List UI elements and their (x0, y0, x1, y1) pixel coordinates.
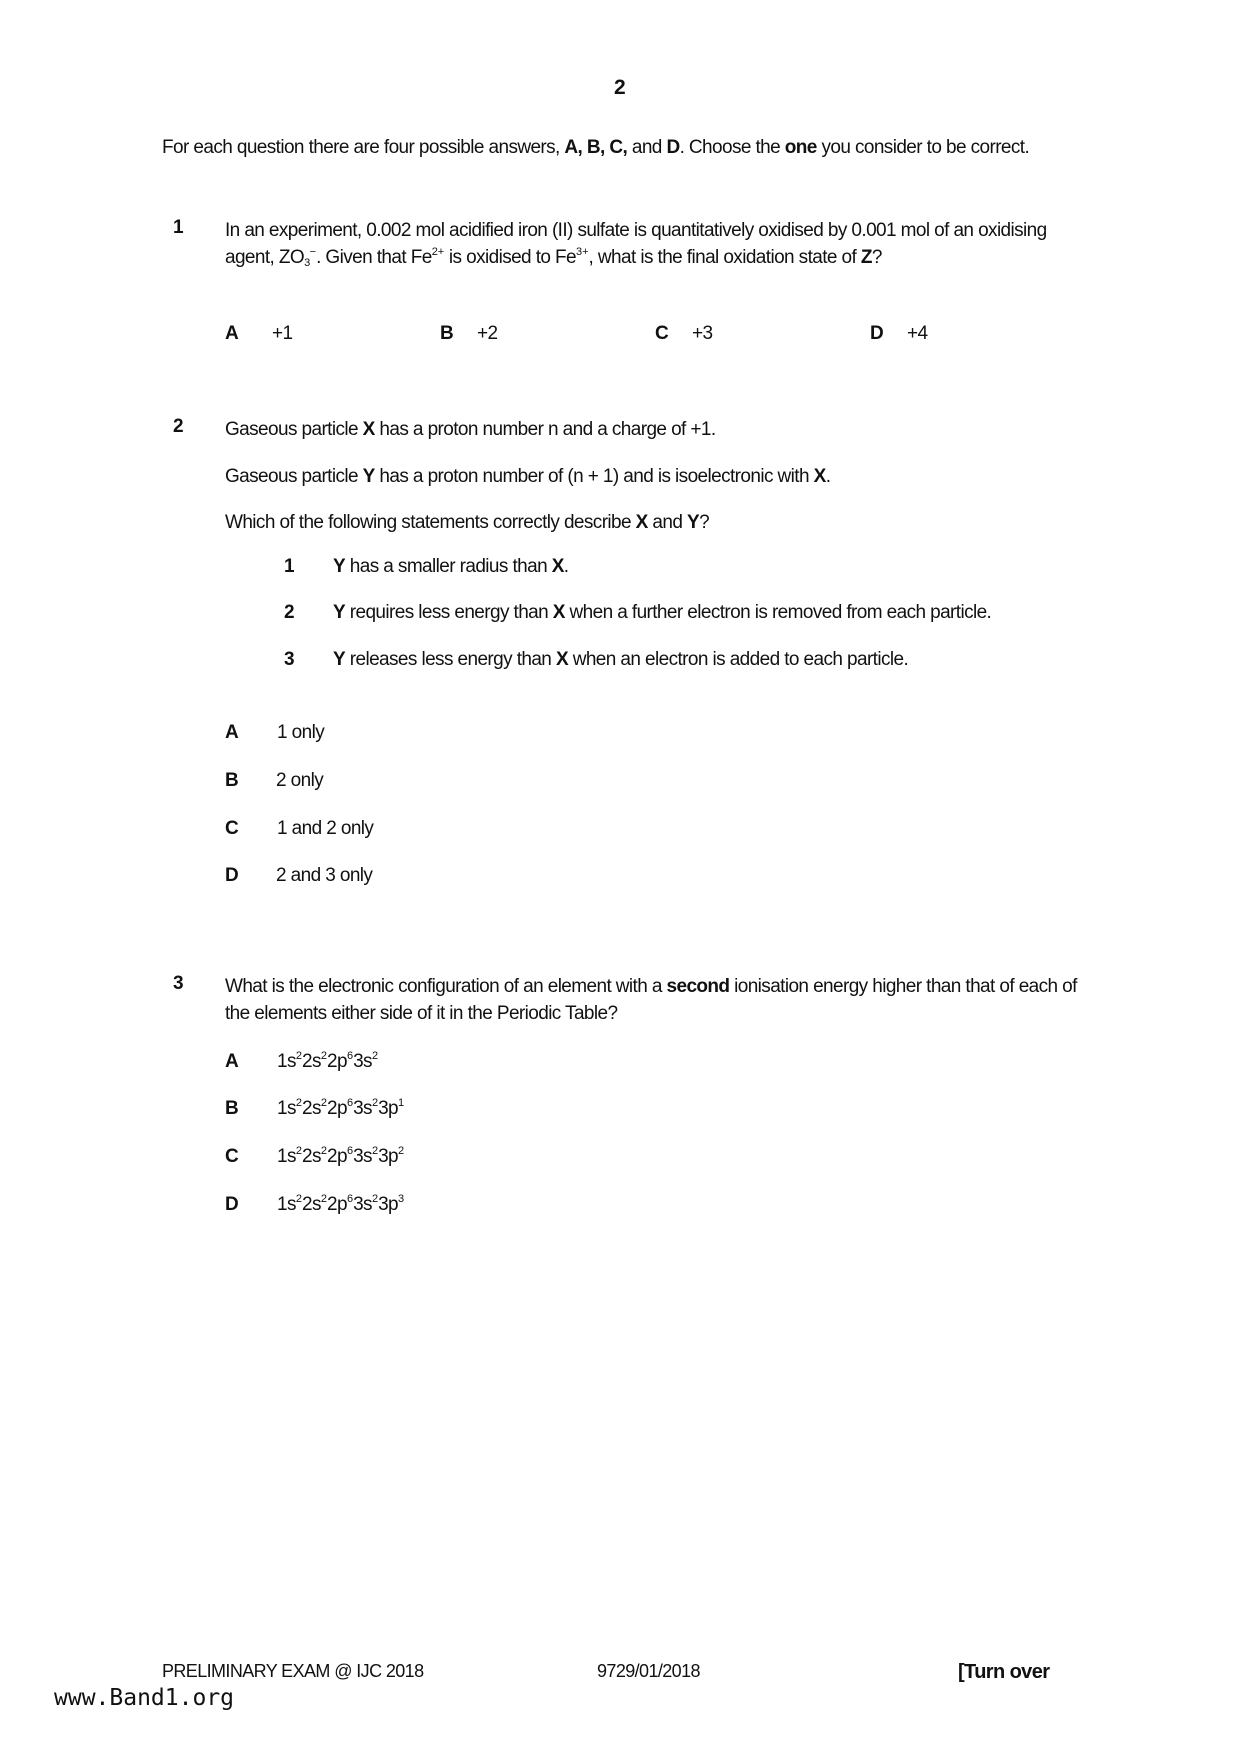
q1-option-letter[interactable]: C (655, 323, 669, 344)
q2-option-letter[interactable]: A (225, 722, 239, 743)
q3-option-config[interactable] (277, 1146, 404, 1168)
orbital: 2s (302, 1098, 321, 1119)
electron-count: 2 (320, 1193, 327, 1205)
orbital: 3p (378, 1194, 398, 1215)
q2-option-value[interactable]: 1 only (277, 722, 325, 743)
orbital: 1s (277, 1098, 296, 1119)
q1-text-part: , what is the final oxidation state of (588, 247, 861, 268)
q2-text: . (825, 466, 831, 487)
q1-subscript: 3 (304, 257, 310, 269)
fe2-charge: 2+ (431, 246, 445, 258)
q1-text-part: ? (871, 247, 882, 268)
electron-count: 2 (371, 1193, 379, 1205)
electron-count: 2 (371, 1097, 379, 1109)
q2-text: Gaseous particle (225, 419, 363, 440)
q1-option-value[interactable]: +2 (477, 323, 498, 344)
q1-option-letter[interactable]: A (225, 323, 239, 344)
question-1-number: 1 (173, 217, 183, 238)
statement-part: has a smaller radius than (345, 556, 552, 577)
q3-option-config[interactable] (277, 1194, 404, 1216)
statement-part: when a further electron is removed from each particle. (564, 602, 992, 623)
q3-option-config[interactable] (277, 1098, 404, 1120)
electron-count: 3 (398, 1193, 405, 1205)
electron-count: 2 (398, 1145, 405, 1157)
electron-count: 2 (320, 1097, 327, 1109)
q1-superscript: − (309, 246, 317, 258)
instructions-emphasis: one (784, 137, 817, 158)
instructions-text: For each question there are four possible answers, (162, 137, 565, 158)
electron-count: 6 (346, 1050, 354, 1062)
q1-text-part: In an experiment, 0.002 mol acidified iron (II) sulfate is quantitatively oxidised by 0.001 mol of an oxidising agent, ZO (225, 220, 1047, 268)
q2-text: ? (699, 512, 710, 533)
q3-option-letter[interactable]: A (225, 1051, 239, 1072)
particle-y: Y (687, 512, 700, 533)
orbital: 3p (378, 1146, 398, 1167)
particle-y: Y (333, 556, 346, 577)
q2-option-letter[interactable]: B (225, 770, 239, 791)
statement-number: 2 (284, 602, 294, 623)
q1-text-part: . Given that Fe (316, 247, 432, 268)
orbital: 2p (327, 1051, 347, 1072)
statement-part: . (563, 556, 569, 577)
q2-text: Which of the following statements correctly describe (225, 512, 636, 533)
orbital: 2p (327, 1098, 347, 1119)
question-2-line-2 (225, 463, 1105, 490)
instructions-text: and (627, 137, 667, 158)
statement-number: 1 (284, 556, 294, 577)
orbital: 3s (353, 1146, 372, 1167)
q2-text: and (647, 512, 688, 533)
statement-number: 3 (284, 649, 294, 670)
particle-x: X (635, 512, 648, 533)
orbital: 2p (327, 1194, 347, 1215)
electron-count: 2 (295, 1050, 302, 1062)
electron-count: 2 (320, 1050, 327, 1062)
orbital: 2s (302, 1146, 321, 1167)
electron-count: 2 (295, 1193, 302, 1205)
q3-text: What is the electronic configuration of an element with a (225, 976, 667, 997)
q2-text: has a proton number n and a charge of +1. (374, 419, 716, 440)
orbital: 3s (353, 1051, 372, 1072)
particle-y: Y (362, 466, 375, 487)
statement-part: when an electron is added to each particle. (568, 649, 909, 670)
instructions-letters: A, B, C, (564, 137, 628, 158)
q2-option-letter[interactable]: D (225, 865, 239, 886)
electron-count: 2 (371, 1145, 379, 1157)
footer-paper-code: 9729/01/2018 (597, 1661, 700, 1681)
fe3-charge: 3+ (576, 246, 589, 258)
q1-option-value[interactable]: +1 (272, 323, 293, 344)
q2-text: Gaseous particle (225, 466, 363, 487)
particle-y: Y (333, 602, 346, 623)
page-number: 2 (613, 76, 626, 99)
electron-count: 2 (320, 1145, 327, 1157)
footer-exam-name: PRELIMINARY EXAM @ IJC 2018 (162, 1661, 424, 1681)
q2-option-value[interactable]: 2 and 3 only (276, 865, 373, 886)
orbital: 1s (277, 1194, 296, 1215)
particle-x: X (362, 419, 375, 440)
q1-option-value[interactable]: +4 (907, 323, 928, 344)
question-1-text (225, 217, 1090, 274)
question-2-line-1 (225, 416, 1105, 443)
statement-text (333, 602, 991, 624)
orbital: 2s (302, 1051, 321, 1072)
statement-part: releases less energy than (345, 649, 556, 670)
watermark-url: www.Band1.org (54, 1685, 235, 1711)
q3-text: ionisation energy higher than that of each of the elements either side of it in the Periodic Table? (225, 976, 1077, 1024)
q1-text-part: is oxidised to Fe (444, 247, 576, 268)
orbital: 3p (378, 1098, 398, 1119)
q1-option-value[interactable]: +3 (692, 323, 713, 344)
q1-option-letter[interactable]: B (440, 323, 454, 344)
particle-x: X (552, 602, 565, 623)
orbital: 2p (327, 1146, 347, 1167)
electron-count: 2 (371, 1050, 379, 1062)
q3-option-config[interactable] (277, 1051, 378, 1073)
orbital: 1s (277, 1051, 296, 1072)
instructions-text: . Choose the (679, 137, 785, 158)
electron-count: 6 (346, 1193, 354, 1205)
q2-option-letter[interactable]: C (225, 818, 239, 839)
instructions-text: you consider to be correct. (816, 137, 1030, 158)
electron-count: 1 (398, 1097, 405, 1109)
question-2-number: 2 (173, 416, 183, 437)
question-3-text (225, 973, 1095, 1027)
particle-x: X (555, 649, 569, 670)
q1-option-letter[interactable]: D (870, 323, 884, 344)
q2-text: has a proton number of (n + 1) and is isoelectronic with (374, 466, 814, 487)
electron-count: 2 (295, 1145, 302, 1157)
footer-turn-over: [Turn over (958, 1661, 1050, 1683)
electron-count: 2 (295, 1097, 302, 1109)
q3-option-letter[interactable]: C (225, 1146, 239, 1167)
particle-y: Y (333, 649, 346, 670)
q2-option-value[interactable]: 1 and 2 only (277, 818, 374, 839)
question-3-number: 3 (173, 973, 183, 994)
question-2-prompt (225, 509, 1105, 536)
electron-count: 6 (346, 1097, 354, 1109)
q2-option-value[interactable]: 2 only (276, 770, 324, 791)
q3-option-letter[interactable]: B (225, 1098, 239, 1119)
statement-text (333, 649, 908, 671)
q3-option-letter[interactable]: D (225, 1194, 239, 1215)
particle-x: X (551, 556, 564, 577)
electron-count: 6 (346, 1145, 354, 1157)
orbital: 1s (277, 1146, 296, 1167)
orbital: 3s (353, 1194, 372, 1215)
orbital: 3s (353, 1098, 372, 1119)
instructions (162, 134, 1062, 161)
orbital: 2s (302, 1194, 321, 1215)
q1-element-z: Z (860, 247, 872, 268)
statement-text (333, 556, 568, 578)
statement-part: requires less energy than (345, 602, 553, 623)
instructions-letter-d: D (666, 137, 680, 158)
q3-emphasis: second (666, 976, 730, 997)
particle-x: X (813, 466, 826, 487)
